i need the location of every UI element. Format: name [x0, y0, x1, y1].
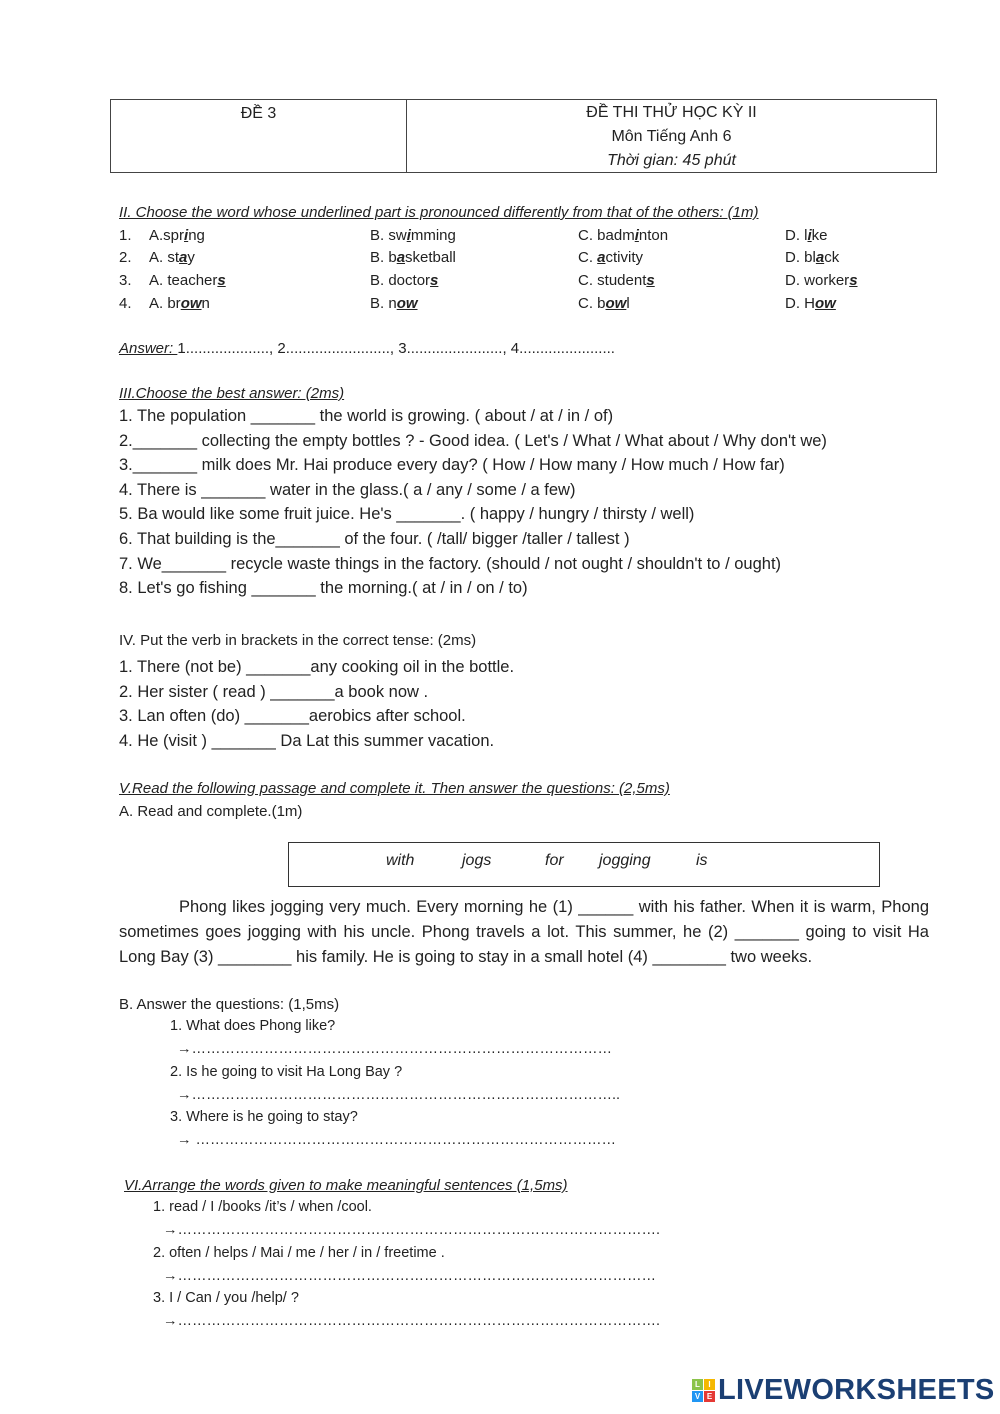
question-item: 8. Let's go fishing _______ the morning.( at / in / on / to): [119, 579, 528, 598]
logo-tiles-icon: L I V E: [692, 1379, 715, 1402]
option-prefix: B. n: [370, 295, 397, 312]
option-suffix: y: [187, 249, 195, 266]
option-suffix: ctivity: [605, 249, 644, 266]
word-box-item: is: [696, 852, 708, 869]
question-item: 1. The population _______ the world is growing. ( about / at / in / of): [119, 407, 614, 425]
option-underlined-part: i: [807, 227, 812, 244]
question-number: 1.: [119, 227, 132, 244]
option-prefix: B. doctor: [370, 272, 431, 289]
question-item: 2. often / helps / Mai / me / her / in / freetime .: [153, 1244, 445, 1261]
question-number: 2.: [119, 249, 132, 266]
section3-heading: III.Choose the best answer: (2ms): [119, 385, 345, 402]
word-box-item: for: [545, 852, 564, 869]
option-prefix: A. st: [149, 249, 180, 266]
answer-option[interactable]: [785, 249, 839, 266]
question-item: 1. There (not be) _______any cooking oil in the bottle.: [119, 658, 515, 676]
exam-subject: Môn Tiếng Anh 6: [611, 128, 732, 145]
option-underlined-part: s: [646, 272, 655, 289]
answer-line: [119, 340, 615, 357]
answer-option[interactable]: [370, 227, 456, 244]
question-item: 4. He (visit ) _______ Da Lat this summer vacation.: [119, 732, 495, 751]
option-underlined-part: i: [634, 227, 639, 244]
option-underlined-part: ow: [396, 295, 418, 312]
option-suffix: ng: [188, 227, 205, 244]
answer-option[interactable]: [370, 249, 456, 266]
question-item: 3._______ milk does Mr. Hai produce every day? ( How / How many / How much / How far): [119, 456, 785, 475]
section2-heading: II. Choose the word whose underlined part is pronounced differently from that of the others: (1m): [119, 204, 759, 221]
question-item: 2. Her sister ( read ) _______a book now .: [119, 682, 429, 701]
option-prefix: A. teacher: [149, 272, 218, 289]
answer-blanks[interactable]: 1...................., 2........................., 3......................., 4.......................: [177, 340, 615, 357]
word-box: [288, 842, 880, 887]
option-suffix: l: [626, 295, 630, 312]
option-underlined-part: i: [184, 227, 189, 244]
option-prefix: A. br: [149, 295, 181, 312]
answer-option[interactable]: [785, 227, 828, 244]
exam-title-cell: [407, 100, 936, 172]
word-box-item: jogging: [599, 852, 651, 869]
answer-option[interactable]: [578, 295, 630, 312]
section4-heading: IV. Put the verb in brackets in the correct tense: (2ms): [119, 632, 477, 649]
exam-header-table: [110, 99, 937, 173]
option-prefix: C. student: [578, 272, 647, 289]
question-number: 4.: [119, 295, 132, 312]
option-prefix: C.: [578, 249, 598, 266]
question-item: 5. Ba would like some fruit juice. He's _______. ( happy / hungry / thirsty / well): [119, 505, 695, 524]
answer-option[interactable]: [370, 272, 438, 289]
answer-option[interactable]: [785, 272, 858, 289]
question-item: 2._______ collecting the empty bottles ? - Good idea. ( Let's / What / What about / Why don't we): [119, 431, 827, 450]
question-item: 4. There is _______ water in the glass.( a / any / some / a few): [119, 480, 576, 499]
answer-line[interactable]: →……………………………………………………………………………..: [177, 1086, 621, 1103]
exam-title: ĐỀ THI THỬ HỌC KỲ II: [586, 104, 757, 121]
part-a-heading: A. Read and complete.(1m): [119, 803, 303, 820]
answer-line[interactable]: → ……………………………………………………………………………: [177, 1132, 617, 1148]
answer-option[interactable]: [370, 295, 418, 312]
option-underlined-part: a: [179, 249, 188, 266]
option-prefix: A.spr: [149, 227, 185, 244]
option-prefix: B. b: [370, 249, 397, 266]
option-underlined-part: s: [430, 272, 439, 289]
answer-line[interactable]: →……………………………………………………………………………: [177, 1041, 612, 1057]
question-item: 3. Lan often (do) _______aerobics after school.: [119, 707, 466, 726]
option-underlined-part: ow: [815, 295, 836, 312]
answer-option[interactable]: [149, 249, 195, 266]
option-underlined-part: a: [597, 249, 606, 266]
option-prefix: D. H: [785, 295, 815, 312]
option-underlined-part: a: [396, 249, 406, 266]
option-suffix: ck: [824, 249, 840, 266]
option-prefix: C. badm: [578, 227, 635, 244]
exam-time: Thời gian: 45 phút: [607, 152, 736, 169]
option-prefix: D. bl: [785, 249, 816, 266]
question-item: 1. What does Phong like?: [170, 1018, 336, 1034]
option-prefix: D. worker: [785, 272, 850, 289]
part-b-heading: B. Answer the questions: (1,5ms): [119, 996, 340, 1013]
answer-option[interactable]: [578, 227, 668, 244]
option-prefix: D. l: [785, 227, 808, 244]
question-item: 3. I / Can / you /help/ ?: [153, 1290, 299, 1306]
option-underlined-part: a: [815, 249, 825, 266]
answer-option[interactable]: [785, 295, 836, 312]
answer-line[interactable]: →……………………………………………………………………………………….: [163, 1313, 661, 1329]
option-suffix: sketball: [405, 249, 456, 266]
option-suffix: ke: [811, 227, 828, 244]
question-item: 7. We_______ recycle waste things in the factory. (should / not ought / shouldn't to / ought): [119, 554, 782, 573]
exam-code: ĐỀ 3: [111, 100, 407, 172]
option-underlined-part: s: [217, 272, 226, 289]
option-underlined-part: s: [849, 272, 858, 289]
reading-passage: Phong likes jogging very much. Every morning he (1) ______ with his father. When it is warm, Phong sometimes goes jogging with his uncle. Phong travels a lot. This summer, he (2) _______ going to visit Ha Long Bay (3) ________ his family. He is going to stay in a small hotel (4) ________ two weeks.: [119, 898, 929, 966]
option-underlined-part: ow: [605, 295, 627, 312]
answer-line[interactable]: →……………………………………………………………………………………….: [163, 1222, 661, 1238]
answer-line[interactable]: →………………………………………………………………………………………: [163, 1267, 656, 1284]
answer-option[interactable]: [149, 227, 205, 244]
logo-text: LIVEWORKSHEETS: [718, 1374, 995, 1406]
option-suffix: n: [201, 295, 210, 312]
answer-option[interactable]: [578, 272, 655, 289]
option-prefix: B. sw: [370, 227, 407, 244]
answer-label: Answer:: [119, 340, 178, 357]
question-item: 3. Where is he going to stay?: [170, 1109, 358, 1125]
answer-option[interactable]: [578, 249, 643, 266]
answer-option[interactable]: [149, 295, 210, 312]
answer-option[interactable]: [149, 272, 226, 289]
question-item: 1. read / I /books /it’s / when /cool.: [153, 1199, 372, 1215]
question-item: 2. Is he going to visit Ha Long Bay ?: [170, 1063, 403, 1080]
word-box-item: jogs: [462, 852, 492, 869]
section6-heading: VI.Arrange the words given to make meaningful sentences (1,5ms): [124, 1177, 568, 1194]
question-item: 6. That building is the_______ of the four. ( /tall/ bigger /taller / tallest ): [119, 530, 630, 548]
option-underlined-part: i: [406, 227, 411, 244]
word-box-item: with: [386, 852, 415, 869]
option-suffix: nton: [638, 227, 669, 244]
question-number: 3.: [119, 272, 132, 289]
option-prefix: C. b: [578, 295, 606, 312]
section5-heading: V.Read the following passage and complete it. Then answer the questions: (2,5ms): [119, 780, 670, 797]
liveworksheets-logo: [692, 1374, 995, 1407]
option-underlined-part: ow: [180, 295, 202, 312]
option-suffix: mming: [410, 227, 456, 244]
